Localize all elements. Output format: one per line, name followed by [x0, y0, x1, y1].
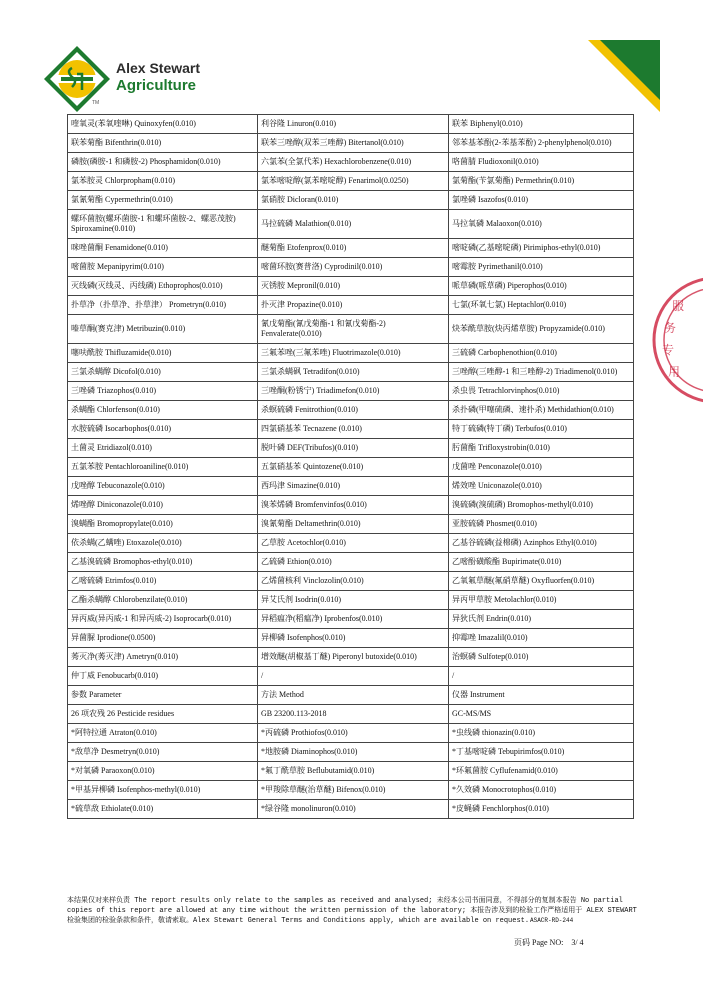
table-row [68, 477, 634, 496]
table-row [68, 724, 634, 743]
table-row [68, 191, 634, 210]
table-cell: 亚胺硫磷 Phosmet(0.010) [449, 515, 634, 534]
table-row [68, 401, 634, 420]
table-cell: / [258, 667, 449, 686]
table-cell: 乙基谷硫磷(益棉磷) Azinphos Ethyl(0.010) [449, 534, 634, 553]
table-cell: 马拉硫磷 Malathion(0.010) [258, 210, 449, 239]
table-cell: 异稻瘟净(稻瘟净) Iprobenfos(0.010) [258, 610, 449, 629]
table-cell: 溴螨酯 Bromopropylate(0.010) [68, 515, 258, 534]
brand-name [116, 60, 200, 94]
table-cell: 异菌脲 Iprodione(0.0500) [68, 629, 258, 648]
table-cell: 螺环菌胺(螺环菌胺-1 和螺环菌胺-2、螺恶茂胺) Spiroxamine(0.010) [68, 210, 258, 239]
table-row [68, 458, 634, 477]
table-row [68, 258, 634, 277]
table-row [68, 515, 634, 534]
table-cell: 西玛津 Simazine(0.010) [258, 477, 449, 496]
page-number-value: 3/ 4 [571, 938, 584, 947]
table-cell: 咯菌腈 Fludioxonil(0.010) [449, 153, 634, 172]
table-cell: 喹氧灵(苯氧喹啉) Quinoxyfen(0.010) [68, 115, 258, 134]
table-cell: 乙硫磷 Ethion(0.010) [258, 553, 449, 572]
table-cell: *绿谷隆 monolinuron(0.010) [258, 800, 449, 819]
table-row [68, 762, 634, 781]
table-cell: 戊菌唑 Penconazole(0.010) [449, 458, 634, 477]
document-code: ASACR-RD-244 [530, 917, 574, 924]
svg-text:专: 专 [662, 343, 675, 357]
table-cell: 噻呋酰胺 Thifluzamide(0.010) [68, 344, 258, 363]
svg-text:务: 务 [664, 321, 677, 335]
table-cell: 烯唑醇 Diniconazole(0.010) [68, 496, 258, 515]
table-cell: 灭锈胺 Mepronil(0.010) [258, 277, 449, 296]
table-cell: *环氟菌胺 Cyflufenamid(0.010) [449, 762, 634, 781]
table-cell: 乙草胺 Acetochlor(0.010) [258, 534, 449, 553]
table-cell: 异丙甲草胺 Metolachlor(0.010) [449, 591, 634, 610]
table-cell: 治螟磷 Sulfotep(0.010) [449, 648, 634, 667]
table-cell: / [449, 667, 634, 686]
table-cell: 咪唑菌酮 Fenamidone(0.010) [68, 239, 258, 258]
table-row [68, 496, 634, 515]
table-row [68, 382, 634, 401]
table-cell: 莠灭净(莠灭津) Ametryn(0.010) [68, 648, 258, 667]
table-cell: 氰戊菊酯(氰戊菊酯-1 和氰戊菊酯-2) Fenvalerate(0.010) [258, 315, 449, 344]
table-cell: 乙嘧酚磺酸酯 Bupirimate(0.010) [449, 553, 634, 572]
table-row [68, 705, 634, 724]
table-cell: 烯效唑 Uniconazole(0.010) [449, 477, 634, 496]
table-cell: 异狄氏剂 Endrin(0.010) [449, 610, 634, 629]
table-cell: 嘧菌胺 Mepanipyrim(0.010) [68, 258, 258, 277]
report-disclaimer: 本结果仅对来样负责 The report results only relate to the samples as received and analysed; 未经本公司书面同意，不得部分的复制本报告 No partial copies of this report are allowed at any time without the written permission of the laboratory; 本报告涉及到的检验工作严格适用于 ALEX STEWART 检验集团的检验条款和条件，敬请索取。Alex Stewart General Terms and Conditions apply, which are available on request. [67, 897, 637, 925]
table-cell: 异艾氏剂 Isodrin(0.010) [258, 591, 449, 610]
table-cell: 乙烯菌核利 Vinclozolin(0.010) [258, 572, 449, 591]
table-cell: 乙氧氟草醚(氟硝草醚) Oxyfluorfen(0.010) [449, 572, 634, 591]
table-cell: *久效磷 Monocrotophos(0.010) [449, 781, 634, 800]
table-cell: 氯氰菊酯 Cypermethrin(0.010) [68, 191, 258, 210]
table-cell: 戊唑醇 Tebuconazole(0.010) [68, 477, 258, 496]
table-cell: 嘧霉胺 Pyrimethanil(0.010) [449, 258, 634, 277]
table-row [68, 153, 634, 172]
table-row [68, 667, 634, 686]
table-cell: 嗪草酮(赛克津) Metribuzin(0.010) [68, 315, 258, 344]
table-cell: *阿特拉通 Atraton(0.010) [68, 724, 258, 743]
table-cell: 水胺硫磷 Isocarbophos(0.010) [68, 420, 258, 439]
table-cell: 扑草净（扑草净、扑草津） Prometryn(0.010) [68, 296, 258, 315]
table-cell: 三唑醇(三唑醇-1 和三唑醇-2) Triadimenol(0.010) [449, 363, 634, 382]
page-number-label: 页码 Page NO: [514, 938, 564, 947]
table-cell: *皮蝇磷 Fenchlorphos(0.010) [449, 800, 634, 819]
table-cell: 哌草磷(哌草磷) Piperophos(0.010) [449, 277, 634, 296]
table-cell: 土菌灵 Etridiazol(0.010) [68, 439, 258, 458]
table-row [68, 648, 634, 667]
table-cell: 乙嘧硫磷 Etrimfos(0.010) [68, 572, 258, 591]
table-cell: 增效醚(胡椒基丁醚) Piperonyl butoxide(0.010) [258, 648, 449, 667]
table-cell: 五氯苯胺 Pentachloroaniline(0.010) [68, 458, 258, 477]
table-row [68, 277, 634, 296]
table-cell: 溴苯烯磷 Bromfenvinfos(0.010) [258, 496, 449, 515]
table-row [68, 115, 634, 134]
table-cell: *氟丁酰草胺 Beflubutamid(0.010) [258, 762, 449, 781]
table-cell: 联苯三唑醇(双苯三唑醇) Bitertanol(0.010) [258, 134, 449, 153]
table-cell: *敌草净 Desmetryn(0.010) [68, 743, 258, 762]
table-cell: 肟菌酯 Trifloxystrobin(0.010) [449, 439, 634, 458]
table-row [68, 420, 634, 439]
table-cell: GC-MS/MS [449, 705, 634, 724]
table-cell: 异丙威(异丙威-1 和异丙威-2) Isoprocarb(0.010) [68, 610, 258, 629]
table-cell: 灭线磷(灭线灵、丙线磷) Ethoprophos(0.010) [68, 277, 258, 296]
svg-text:用: 用 [668, 365, 681, 379]
table-cell: *地胺磷 Diaminophos(0.010) [258, 743, 449, 762]
table-cell: 七氯(环氧七氯) Heptachlor(0.010) [449, 296, 634, 315]
table-row [68, 534, 634, 553]
table-row [68, 344, 634, 363]
alex-stewart-logo [42, 44, 112, 114]
table-cell: 参数 Parameter [68, 686, 258, 705]
table-cell: 氯苯嘧啶醇(氯苯嘧啶醇) Fenarimol(0.0250) [258, 172, 449, 191]
table-cell: *对氧磷 Paraoxon(0.010) [68, 762, 258, 781]
table-cell: 马拉氧磷 Malaoxon(0.010) [449, 210, 634, 239]
table-cell: 三硫磷 Carbophenothion(0.010) [449, 344, 634, 363]
table-cell: 脱叶磷 DEF(Tribufos)(0.010) [258, 439, 449, 458]
table-cell: *丁基嘧啶磷 Tebupirimfos(0.010) [449, 743, 634, 762]
table-row [68, 610, 634, 629]
table-cell: 方法 Method [258, 686, 449, 705]
table-cell: 26 项农残 26 Pesticide residues [68, 705, 258, 724]
corner-decoration [588, 40, 660, 112]
table-cell: 杀螟硫磷 Fenitrothion(0.010) [258, 401, 449, 420]
table-cell: *甲羧除草醚(治草醚) Bifenox(0.010) [258, 781, 449, 800]
table-cell: 氯苯胺灵 Chlorpropham(0.010) [68, 172, 258, 191]
company-seal-stamp [650, 270, 703, 410]
table-cell: 氯菊酯(苄氯菊酯) Permethrin(0.010) [449, 172, 634, 191]
table-row [68, 572, 634, 591]
brand-line-2: Agriculture [116, 77, 197, 94]
table-row [68, 800, 634, 819]
table-row [68, 363, 634, 382]
table-cell: 特丁硫磷(特丁磷) Terbufos(0.010) [449, 420, 634, 439]
table-cell: 杀扑磷(甲噻硫磷、速扑杀) Methidathion(0.010) [449, 401, 634, 420]
page-number [514, 937, 584, 948]
table-cell: 三氯杀螨砜 Tetradifon(0.010) [258, 363, 449, 382]
table-cell: *丙硫磷 Prothiofos(0.010) [258, 724, 449, 743]
table-cell: 联苯菊酯 Bifenthrin(0.010) [68, 134, 258, 153]
table-cell: 氯唑磷 Isazofos(0.010) [449, 191, 634, 210]
table-cell: 乙酯杀螨醇 Chlorobenzilate(0.010) [68, 591, 258, 610]
table-cell: 炔苯酰草胺(炔丙烯草胺) Propyzamide(0.010) [449, 315, 634, 344]
table-cell: 六氯苯(全氯代苯) Hexachlorobenzene(0.010) [258, 153, 449, 172]
table-cell: *虫线磷 thionazin(0.010) [449, 724, 634, 743]
table-cell: 杀虫畏 Tetrachlorvinphos(0.010) [449, 382, 634, 401]
table-row [68, 239, 634, 258]
table-row [68, 743, 634, 762]
table-cell: 嘧啶磷(乙基嘧啶磷) Pirimiphos-ethyl(0.010) [449, 239, 634, 258]
table-cell: 仲丁威 Fenobucarb(0.010) [68, 667, 258, 686]
table-row [68, 296, 634, 315]
table-cell: 三唑酮(粉锈宁) Triadimefon(0.010) [258, 382, 449, 401]
table-cell: 四氯硝基苯 Tecnazene (0.010) [258, 420, 449, 439]
table-row [68, 315, 634, 344]
table-cell: 三唑磷 Triazophos(0.010) [68, 382, 258, 401]
report-footer [67, 896, 637, 926]
table-cell: 抑霉唑 Imazalil(0.010) [449, 629, 634, 648]
table-cell: 联苯 Biphenyl(0.010) [449, 115, 634, 134]
table-row [68, 439, 634, 458]
table-cell: 磷胺(磷胺-1 和磷胺-2) Phosphamidon(0.010) [68, 153, 258, 172]
table-row [68, 172, 634, 191]
table-cell: 仪器 Instrument [449, 686, 634, 705]
table-cell: 扑灭津 Propazine(0.010) [258, 296, 449, 315]
table-cell: *甲基异柳磷 Isofenphos-methyl(0.010) [68, 781, 258, 800]
pesticide-residue-table [67, 114, 634, 819]
table-cell: 三氯杀螨醇 Dicofol(0.010) [68, 363, 258, 382]
table-cell: *硫草敌 Ethiolate(0.010) [68, 800, 258, 819]
table-cell: GB 23200.113-2018 [258, 705, 449, 724]
table-cell: 杀螨酯 Chlorfenson(0.010) [68, 401, 258, 420]
table-row [68, 210, 634, 239]
table-cell: 五氯硝基苯 Quintozene(0.010) [258, 458, 449, 477]
table-cell: 利谷隆 Linuron(0.010) [258, 115, 449, 134]
table-cell: 溴氰菊酯 Deltamethrin(0.010) [258, 515, 449, 534]
table-cell: 依杀螨(乙螨唑) Etoxazole(0.010) [68, 534, 258, 553]
trademark-mark: TM [92, 100, 100, 106]
table-row [68, 686, 634, 705]
table-row [68, 781, 634, 800]
table-row [68, 134, 634, 153]
table-cell: 邻苯基苯酚(2-苯基苯酚) 2-phenylphenol(0.010) [449, 134, 634, 153]
table-cell: 氯硝胺 Dicloran(0.010) [258, 191, 449, 210]
table-cell: 醚菊酯 Etofenprox(0.010) [258, 239, 449, 258]
table-cell: 三氟苯唑(三氟苯唑) Fluotrimazole(0.010) [258, 344, 449, 363]
table-row [68, 553, 634, 572]
table-cell: 乙基溴硫磷 Bromophos-ethyl(0.010) [68, 553, 258, 572]
svg-text:服: 服 [672, 299, 685, 313]
brand-line-1: Alex Stewart [116, 60, 201, 76]
table-cell: 溴硫磷(溴硫磷) Bromophos-methyl(0.010) [449, 496, 634, 515]
table-row [68, 591, 634, 610]
table-cell: 嘧菌环胺(赛普洛) Cyprodinil(0.010) [258, 258, 449, 277]
table-row [68, 629, 634, 648]
table-cell: 异柳磷 Isofenphos(0.010) [258, 629, 449, 648]
